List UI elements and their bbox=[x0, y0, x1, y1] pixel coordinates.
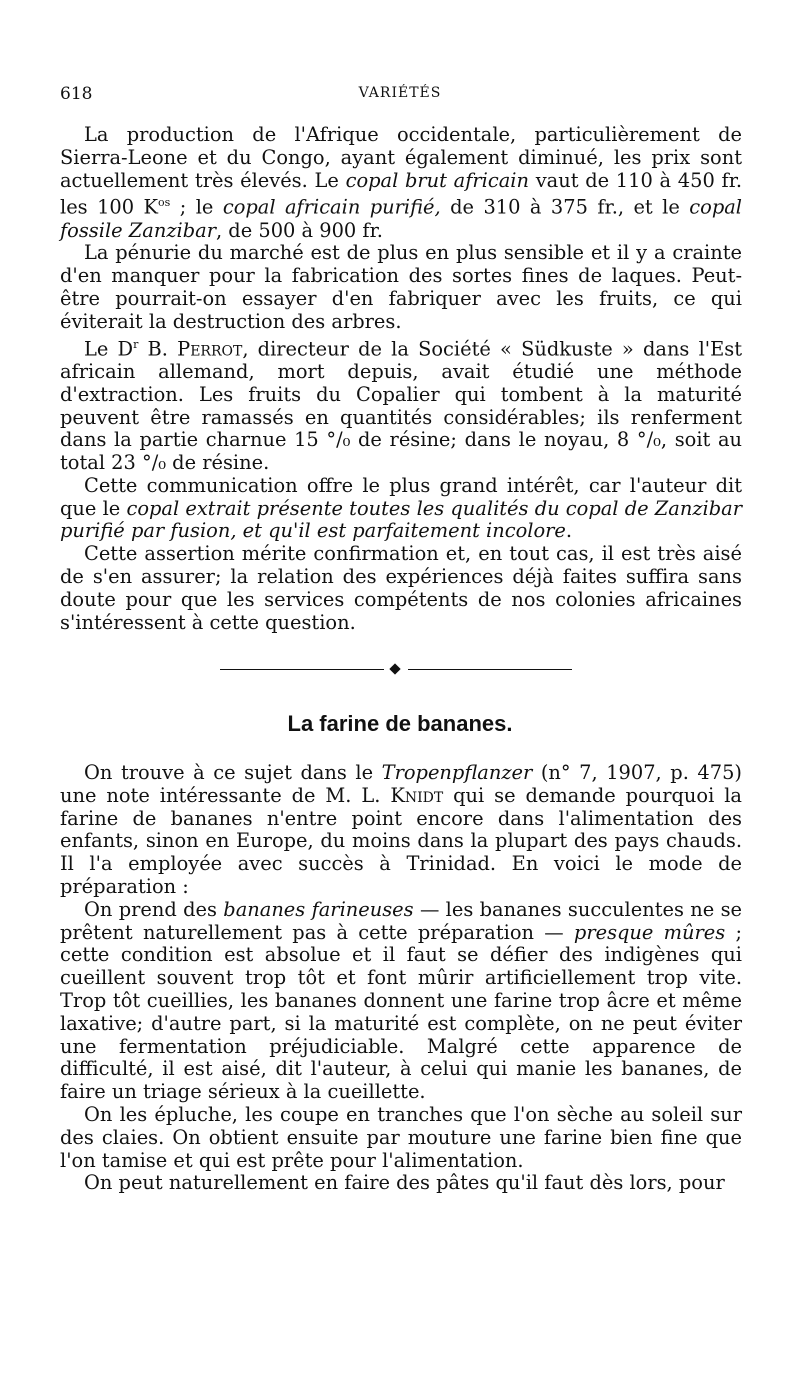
divider-diamond-ornament bbox=[389, 663, 400, 674]
paragraph-pastes: On peut naturellement en faire des pâtes qu'il faut dès lors, pour bbox=[84, 1171, 725, 1195]
paragraph-drying: On les épluche, les coupe en tranches que l'on sèche au soleil sur des claies. On obtient ensuite par mouture une farine bien fine que l'on tamise et qui est prête pour l'alimentation. bbox=[60, 1102, 742, 1172]
paragraph-market-shortage: La pénurie du marché est de plus en plus sensible et il y a crainte d'en manquer pour la fabrication des sortes fines de laques. Peut-être pourrait-on essayer d'en fabriquer avec les fruits, ce qui éviterait la destruction des arbres. bbox=[60, 241, 742, 333]
banana-flour-section bbox=[60, 762, 742, 1195]
paragraph-tropenpflanzer: On trouve à ce sujet dans le Tropenpflanzer (n° 7, 1907, p. 475) une note intéressante de M. L. Knidt qui se demande pourquoi la farine de bananes n'entre point encore dans l'alimentation des enfants, sinon en Europe, du moins dans la plupart des pays chauds. Il l'a employée avec succès à Trinidad. En voici le mode de préparation : bbox=[60, 761, 742, 898]
divider-line-right bbox=[408, 669, 572, 670]
copal-section bbox=[60, 124, 742, 634]
running-head bbox=[60, 84, 740, 110]
paragraph-copal-prices: La production de l'Afrique occidentale, particulièrement de Sierra-Leone et du Congo, ayant également diminué, les prix sont actuellement très élevés. Le copal brut africain vaut de 110 à 450 fr. les 100 $K^{os}$ ; le copal africain purifié, de 310 à 375 fr., et le copal fossile Zanzibar, de 500 à 900 fr. bbox=[60, 123, 743, 242]
paragraph-confirmation: Cette assertion mérite confirmation et, en tout cas, il est très aisé de s'en assurer; la relation des expériences déjà faites suffira sans doute pour que les services compétents de nos colonies africaines s'intéressent à cette question. bbox=[60, 542, 742, 634]
page-number: 618 bbox=[60, 84, 93, 104]
divider-line-left bbox=[220, 669, 384, 670]
paragraph-preparation: On prend des bananes farineuses — les bananes succulentes ne se prêtent naturellement pas à cette préparation — presque mûres ; cette condition est absolue et il faut se défier des indigènes qui cueillent souvent trop tôt et font mûrir artificiellement trop vite. Trop tôt cueillies, les bananes donnent une farine trop âcre et même laxative; d'autre part, si la maturité est complète, on ne peut éviter une fermentation préjudiciable. Malgré cette apparence de difficulté, il est aisé, dit l'auteur, à celui qui manie les bananes, de faire un triage sérieux à la cueillette. bbox=[60, 897, 742, 1104]
paragraph-communication: Cette communication offre le plus grand intérêt, car l'auteur dit que le copal extrait présente toutes les qualités du copal de Zanzibar purifié par fusion, et qu'il est parfaitement incolore. bbox=[60, 473, 742, 543]
running-title: VARIÉTÉS bbox=[358, 85, 442, 101]
section-title: La farine de bananes. bbox=[287, 711, 513, 736]
section-divider bbox=[220, 665, 572, 675]
paragraph-perrot-method: Le $D^r$ B. Perrot, directeur de la Société « Südkuste » dans l'Est africain allemand, mort depuis, avait étudié une méthode d'extraction. Les fruits du Copalier qui tombent à la maturité peuvent être ramassés en quantités considérables; ils renferment dans la partie charnue 15 °/₀ de résine; dans le noyau, 8 °/₀, soit au total 23 °/₀ de résine. bbox=[60, 337, 742, 475]
